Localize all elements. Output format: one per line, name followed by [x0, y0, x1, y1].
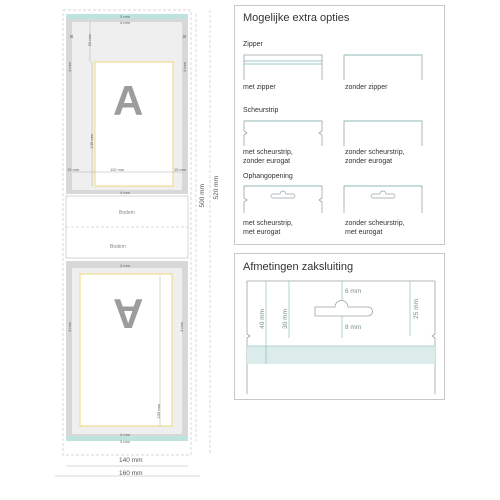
section-title-scheurstrip: Scheurstrip: [243, 107, 279, 114]
closure-dim-25: 25 mm: [413, 299, 420, 319]
option-label-zipper-without: zonder zipper: [345, 84, 388, 91]
euro-hole-tear-bag-icon: [243, 182, 323, 214]
option-label-euro-tear-l1: met scheurstrip,: [243, 220, 293, 227]
euro-hole-bag-icon: [343, 182, 423, 214]
options-panel: [234, 5, 445, 245]
dim-side-right: 4 mm: [182, 62, 187, 72]
dim-back-side-right: 4 mm: [179, 322, 184, 332]
dim-back-top: 4 mm: [120, 263, 130, 268]
option-label-euro-plain-l2: met eurogat: [345, 229, 383, 236]
option-label-tear-with-l1: met scheurstrip,: [243, 149, 293, 156]
option-label-tear-without-l2: zonder eurogat: [345, 158, 393, 165]
dim-inner-width: 110 mm: [110, 167, 125, 172]
plain-bag-icon: [343, 51, 423, 81]
bodem-label-1: Bodem: [119, 210, 135, 216]
letter-back: A: [113, 290, 144, 337]
dieline-svg: [0, 0, 230, 500]
bodem-label-2: Bodem: [110, 244, 126, 250]
closure-dim-30: 30 mm: [282, 309, 289, 329]
option-label-tear-without-l1: zonder scheurstrip,: [345, 149, 405, 156]
dim-side-small-left: 15 mm: [67, 167, 80, 172]
option-label-zipper-with: met zipper: [243, 84, 276, 91]
closure-dim-40: 40 mm: [259, 309, 266, 329]
dim-back-side-left: 4 mm: [67, 322, 72, 332]
tear-notch-bag-icon: [243, 117, 323, 147]
letter-front: A: [113, 77, 144, 124]
dim-width-inner: 140 mm: [119, 457, 143, 464]
option-label-euro-tear-l2: met eurogat: [243, 229, 281, 236]
dim-side-left: 4 mm: [67, 62, 72, 72]
dim-height-outer: 520 mm: [213, 176, 220, 200]
options-panel-title: Mogelijke extra opties: [243, 12, 350, 24]
section-title-ophangopening: Ophangopening: [243, 173, 293, 180]
closure-diagram: [235, 276, 444, 398]
dim-width-outer: 160 mm: [119, 470, 143, 477]
dim-inner-top: 50 mm: [87, 34, 92, 47]
dim-side-small-right: 15 mm: [174, 167, 187, 172]
dim-inner-height: 145 mm: [89, 134, 94, 149]
dim-bottom-margin: 4 mm: [120, 190, 130, 195]
dim-height-inner: 500 mm: [199, 184, 206, 208]
closure-panel-title: Afmetingen zaksluiting: [243, 261, 354, 273]
dim-top-inner: 4 mm: [120, 20, 130, 25]
option-label-tear-with-l2: zonder eurogat: [243, 158, 291, 165]
closure-dim-6: 6 mm: [345, 288, 362, 295]
section-title-zipper: Zipper: [243, 41, 263, 48]
zipper-bag-icon: [243, 51, 323, 81]
dim-bottom-inner: 4 mm: [120, 432, 130, 437]
dieline-drawing: [0, 0, 230, 500]
dim-back-inner-height: 235 mm: [156, 404, 161, 419]
dim-top-outer: 3 mm: [120, 14, 130, 19]
closure-dim-8: 8 mm: [345, 324, 362, 331]
closure-panel: [234, 253, 445, 400]
option-label-euro-plain-l1: zonder scheurstrip,: [345, 220, 405, 227]
plain-bag-icon-2: [343, 117, 423, 147]
dim-bottom-outer: 3 mm: [120, 439, 130, 444]
